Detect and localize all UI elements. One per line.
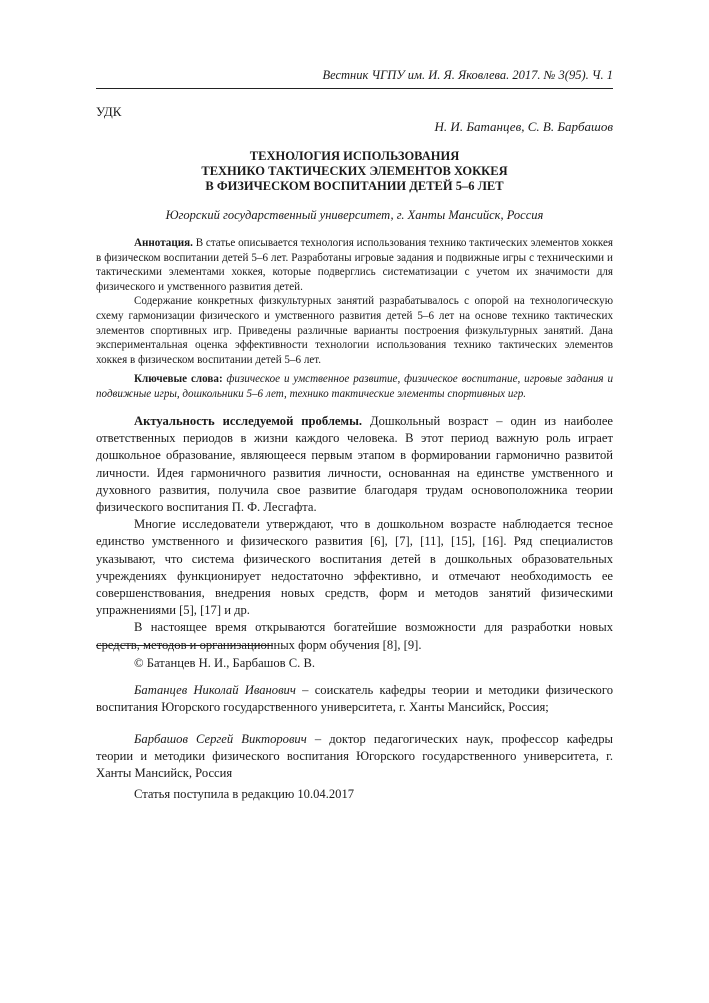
journal-header: Вестник ЧГПУ им. И. Я. Яковлева. 2017. № 3(95). Ч. 1 — [322, 68, 613, 82]
abstract-text-1: В статье описывается технология использования технико тактических элементов хоккея в физическом воспитании детей 5–6 лет. Разработаны игровые задания и подвижные игры с техническими и тактическими элементами хоккея, которые подверглись систематизации с учетом их значимости для физического и умственного развития детей. — [96, 237, 613, 293]
abstract-paragraph-2: Содержание конкретных физкультурных занятий разрабатывалось с опорой на технологическую схему гармонизации физического и умственного развития детей 5–6 лет на основе технико тактических элементов спортивных игр. Приведены различные варианты построения физкультурных занятий. Дана экспериментальная оценка эффективности технологии использования технико тактических элементов хоккея в физическом воспитании детей 5–6 лет. — [96, 295, 613, 366]
keywords-label: Ключевые слова: — [134, 373, 223, 385]
udk-label: УДК — [96, 104, 122, 119]
abstract-label: Аннотация. — [134, 237, 193, 249]
title-line-2: ТЕХНИКО ТАКТИЧЕСКИХ ЭЛЕМЕНТОВ ХОККЕЯ — [201, 164, 508, 178]
author-1-paragraph — [96, 682, 613, 716]
header-rule — [96, 88, 613, 89]
author-2-paragraph — [96, 731, 613, 783]
title-line-3: В ФИЗИЧЕСКОМ ВОСПИТАНИИ ДЕТЕЙ 5–6 ЛЕТ — [205, 179, 504, 193]
title-line-1: ТЕХНОЛОГИЯ ИСПОЛЬЗОВАНИЯ — [249, 149, 460, 163]
article-title — [96, 149, 613, 194]
abstract — [96, 236, 613, 367]
copyright-text: © Батанцев Н. И., Барбашов С. В. — [134, 656, 316, 670]
author-2-name: Барбашов Сергей Викторович — [134, 732, 307, 746]
body-paragraph-3: В настоящее время открываются богатейшие возможности для разработки новых средств, методов и организационных форм обучения [8], [9]. — [96, 620, 613, 652]
body-paragraph-2: Многие исследователи утверждают, что в дошкольном возрасте наблюдается тесное единство умственного и физического развития [6], [7], [11], [15], [16]. Ряд специалистов указывают, что система физического воспитания детей в дошкольных образовательных учреждениях функционирует недостаточно эффективно, и отмечают необходимость ее совершенствования, внедрения новых средств, форм и методов занятий физическими упражнениями [5], [17] и др. — [96, 517, 613, 618]
footnote-received — [96, 786, 613, 803]
keywords-text: физическое и умственное развитие, физическое воспитание, игровые задания и подвижные игры, дошкольники 5–6 лет, технико тактические элементы спортивных игр. — [96, 373, 613, 400]
abstract-paragraph-1 — [96, 236, 613, 294]
section-heading: Актуальность исследуемой проблемы. — [134, 414, 363, 428]
body-paragraph-1 — [96, 413, 613, 516]
authors: Н. И. Батанцев, С. В. Барбашов — [434, 119, 613, 134]
author-1-text: – соискатель кафедры теории и методики физического воспитания Югорского государственного университета, г. Ханты Мансийск, Россия; — [96, 683, 613, 715]
received-date: Статья поступила в редакцию 10.04.2017 — [134, 787, 355, 801]
affiliation: Югорский государственный университет, г. Ханты Мансийск, Россия — [165, 208, 544, 222]
author-2-text: – доктор педагогических наук, профессор кафедры теории и методики физического воспитания Югорского государственного университета, г. Ханты Мансийск, Россия — [96, 732, 613, 781]
footnote-author-2 — [96, 731, 613, 783]
article-body — [96, 413, 613, 654]
body-paragraph-1-text: Дошкольный возраст – один из наиболее ответственных периодов в жизни каждого человека. В этот период важную роль играет дошкольное образование, являющееся первым этапом в формировании гармонично развитой личности. Идея гармоничного развития личности, основанная на единстве умственного и духовного развития, получила свое развитие благодаря трудам основоположника теории физического воспитания П. Ф. Лесгафта. — [96, 414, 613, 515]
keywords — [96, 372, 613, 401]
footnote-rule — [96, 645, 273, 646]
footnote-copyright — [96, 655, 613, 672]
keywords-paragraph — [96, 372, 613, 401]
author-1-name: Батанцев Николай Иванович — [134, 683, 296, 697]
footnote-author-1 — [96, 682, 613, 716]
